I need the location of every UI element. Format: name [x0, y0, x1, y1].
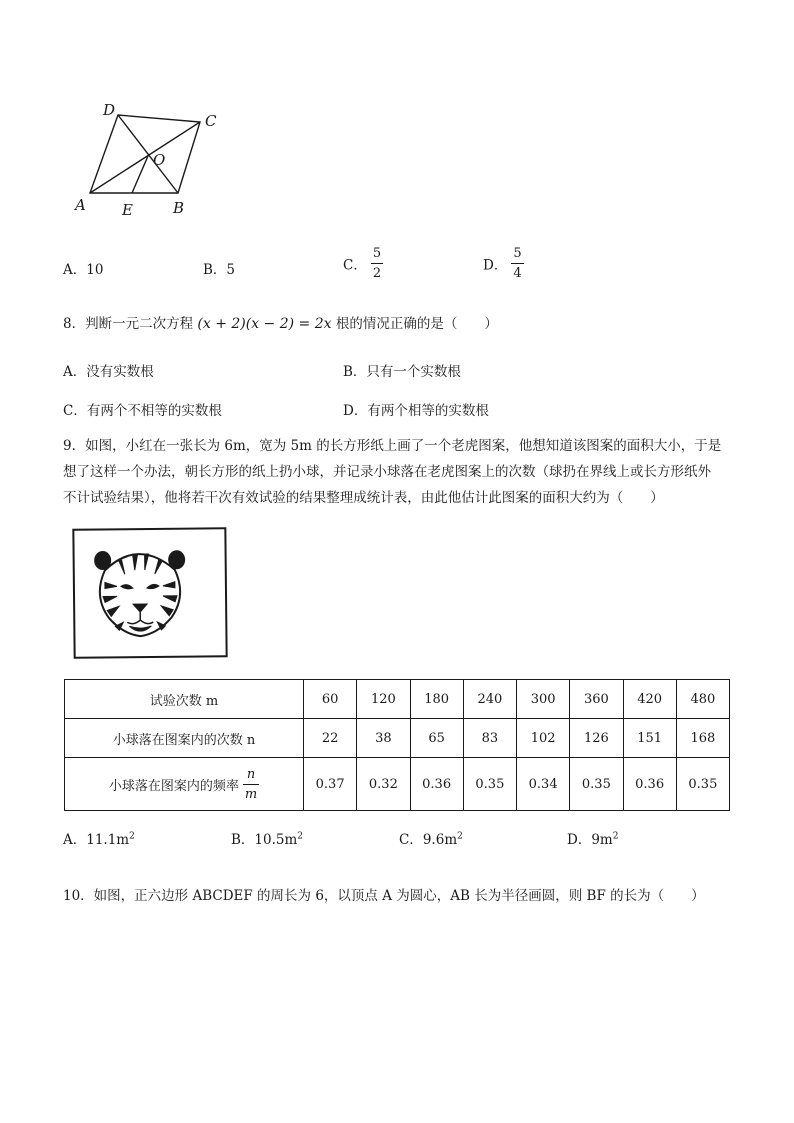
table-cell: 0.35: [676, 758, 729, 811]
q8-equation: (x + 2)(x − 2) = 2x: [197, 316, 332, 332]
q7-option-b[interactable]: B．5: [203, 262, 236, 278]
q7-option-d[interactable]: D． $\frac{5}{4}$: [483, 246, 522, 281]
label-a: A: [75, 196, 86, 214]
diagonal-ac: [90, 122, 200, 193]
q8-option-b[interactable]: B．只有一个实数根: [343, 364, 461, 380]
q9-option-b[interactable]: B．$10.5m^2$: [231, 831, 304, 848]
table-cell: 300: [517, 680, 570, 719]
table-cell: 0.36: [623, 758, 676, 811]
q9-stem-line1: 9．如图，小红在一张长为 6m，宽为 5m 的长方形纸上画了一个老虎图案，他想知道该图案的面积大小，于是: [63, 438, 722, 454]
tiger-head-image: [74, 529, 225, 657]
q10-stem: 10．如图，正六边形 ABCDEF 的周长为 6，以顶点 A 为圆心，AB 长为半径画圆，则 BF 的长为（ ）: [63, 888, 705, 904]
label-e: E: [122, 201, 133, 219]
experiment-table: [64, 679, 730, 811]
table-cell: 0.34: [517, 758, 570, 811]
table-cell: 120: [357, 680, 410, 719]
table-row: [65, 758, 730, 811]
table-cell: 65: [410, 719, 463, 758]
diagonal-bd: [118, 115, 178, 193]
row-label-trials: 试验次数 m: [65, 680, 304, 719]
table-cell: 0.37: [304, 758, 357, 811]
table-cell: 240: [463, 680, 516, 719]
rhombus-figure: [70, 98, 230, 223]
label-c: C: [205, 112, 217, 130]
q9-stem-line3: 不计试验结果），他将若干次有效试验的结果整理成统计表，由此他估计此图案的面积大约为（ ）: [63, 490, 664, 506]
table-cell: 151: [623, 719, 676, 758]
q9-option-c[interactable]: C．$9.6m^2$: [399, 831, 463, 848]
q7-option-a[interactable]: A．10: [63, 262, 104, 278]
q8-option-a[interactable]: A．没有实数根: [63, 364, 154, 380]
table-row: [65, 680, 730, 719]
q7-option-c[interactable]: C． $\frac{5}{2}$: [343, 246, 382, 281]
q9-stem-line2: 想了这样一个办法，朝长方形的纸上扔小球，并记录小球落在老虎图案上的次数（球扔在界线上或长方形纸外: [63, 464, 711, 480]
table-row: [65, 719, 730, 758]
q8-option-c[interactable]: C．有两个不相等的实数根: [63, 403, 222, 419]
table-cell: 60: [304, 680, 357, 719]
q8-stem: 8．判断一元二次方程 (x + 2)(x − 2) = 2x 根的情况正确的是（ ）: [63, 316, 498, 332]
table-cell: 83: [463, 719, 516, 758]
table-cell: 360: [570, 680, 623, 719]
tiger-picture-frame: [72, 527, 227, 659]
table-cell: 0.35: [570, 758, 623, 811]
table-cell: 126: [570, 719, 623, 758]
label-b: B: [173, 199, 185, 217]
table-cell: 22: [304, 719, 357, 758]
rhombus-outline: [90, 115, 200, 193]
row-label-frequency: 小球落在图案内的频率 $\frac{n}{m}$: [65, 758, 304, 811]
table-cell: 0.35: [463, 758, 516, 811]
table-cell: 480: [676, 680, 729, 719]
q9-option-a[interactable]: A．$11.1m^2$: [63, 831, 135, 848]
table-cell: 0.32: [357, 758, 410, 811]
table-cell: 0.36: [410, 758, 463, 811]
label-o: O: [153, 151, 166, 169]
table-cell: 168: [676, 719, 729, 758]
row-label-hits: 小球落在图案内的次数 n: [65, 719, 304, 758]
table-cell: 38: [357, 719, 410, 758]
label-d: D: [103, 101, 116, 119]
q8-option-d[interactable]: D．有两个相等的实数根: [343, 403, 489, 419]
table-cell: 180: [410, 680, 463, 719]
table-cell: 102: [517, 719, 570, 758]
q9-option-d[interactable]: D．$9m^2$: [567, 831, 619, 848]
table-cell: 420: [623, 680, 676, 719]
